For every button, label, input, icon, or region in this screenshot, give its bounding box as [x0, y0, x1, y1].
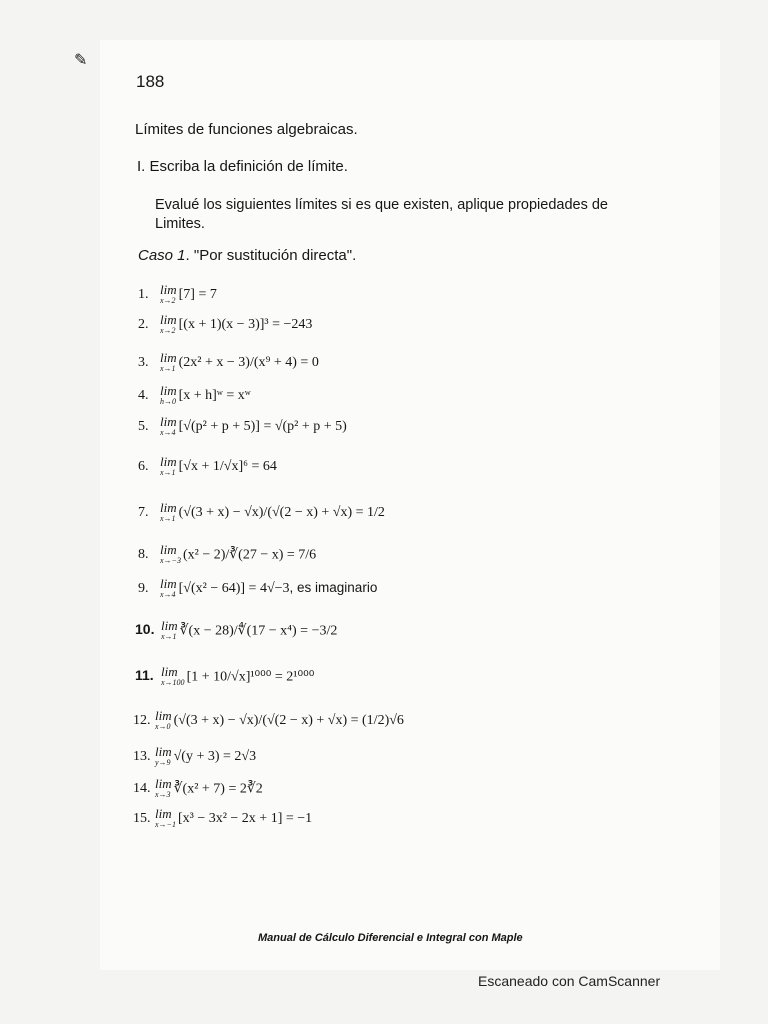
section-title: Límites de funciones algebraicas.: [135, 121, 358, 138]
exercise-7: 7. lim x→1 (√(3 + x) − √x)/(√(2 − x) + √x) = 1/2: [138, 500, 385, 523]
exercise-8: 8. lim x→−3 (x² − 2)/∛(27 − x) = 7/6: [138, 542, 317, 565]
exercise-6: 6. lim x→1 [√x + 1/√x]⁶ = 64: [138, 454, 277, 477]
exercise-14: 14. lim x→3 ∛(x² + 7) = 2∛2: [133, 776, 263, 799]
scanner-watermark: Escaneado con CamScanner: [478, 973, 661, 989]
page-number: 188: [136, 72, 165, 91]
caso-label: Caso 1: [138, 247, 186, 264]
exercise-2: 2. lim x→2 [(x + 1)(x − 3)]³ = −243: [138, 312, 313, 335]
caso-heading: [138, 247, 356, 264]
exercise-11: 11. lim x→100 [1 + 10/√x]¹⁰⁰⁰ = 2¹⁰⁰⁰: [135, 664, 315, 687]
exercise-10: 10. lim x→1 ∛(x − 28)/∜(17 − x⁴) = −3/2: [135, 618, 338, 641]
exercise-9: 9. lim x→4 [√(x² − 64)] = 4√−3, es imaginario: [138, 576, 378, 599]
exercise-4: 4. lim h→0 [x + h]ʷ = xʷ: [138, 383, 251, 406]
exercise-13: 13. lim y→9 √(y + 3) = 2√3: [133, 744, 257, 767]
pen-mark-icon: ✎: [74, 52, 88, 69]
book-footer: Manual de Cálculo Diferencial e Integral con Maple: [258, 932, 523, 944]
caso-text: . "Por sustitución directa".: [185, 247, 357, 264]
exercise-15: 15. lim x→−1 [x³ − 3x² − 2x + 1] = −1: [133, 806, 313, 829]
exercise-3: 3. lim x→1 (2x² + x − 3)/(x⁹ + 4) = 0: [138, 350, 319, 373]
exercise-1: 1. lim x→2 [7] = 7: [138, 282, 217, 305]
exercise-5: 5. lim x→4 [√(p² + p + 5)] = √(p² + p + 5): [138, 414, 347, 437]
instruction-definition: I. Escriba la definición de límite.: [137, 158, 348, 175]
imaginary-note: , es imaginario: [289, 580, 378, 596]
instruction-evaluate: Evalué los siguientes límites si es que existen, aplique propiedades de Limites.: [155, 197, 608, 232]
exercise-12: 12. lim x→0 (√(3 + x) − √x)/(√(2 − x) + √x) = (1/2)√6: [133, 708, 404, 731]
